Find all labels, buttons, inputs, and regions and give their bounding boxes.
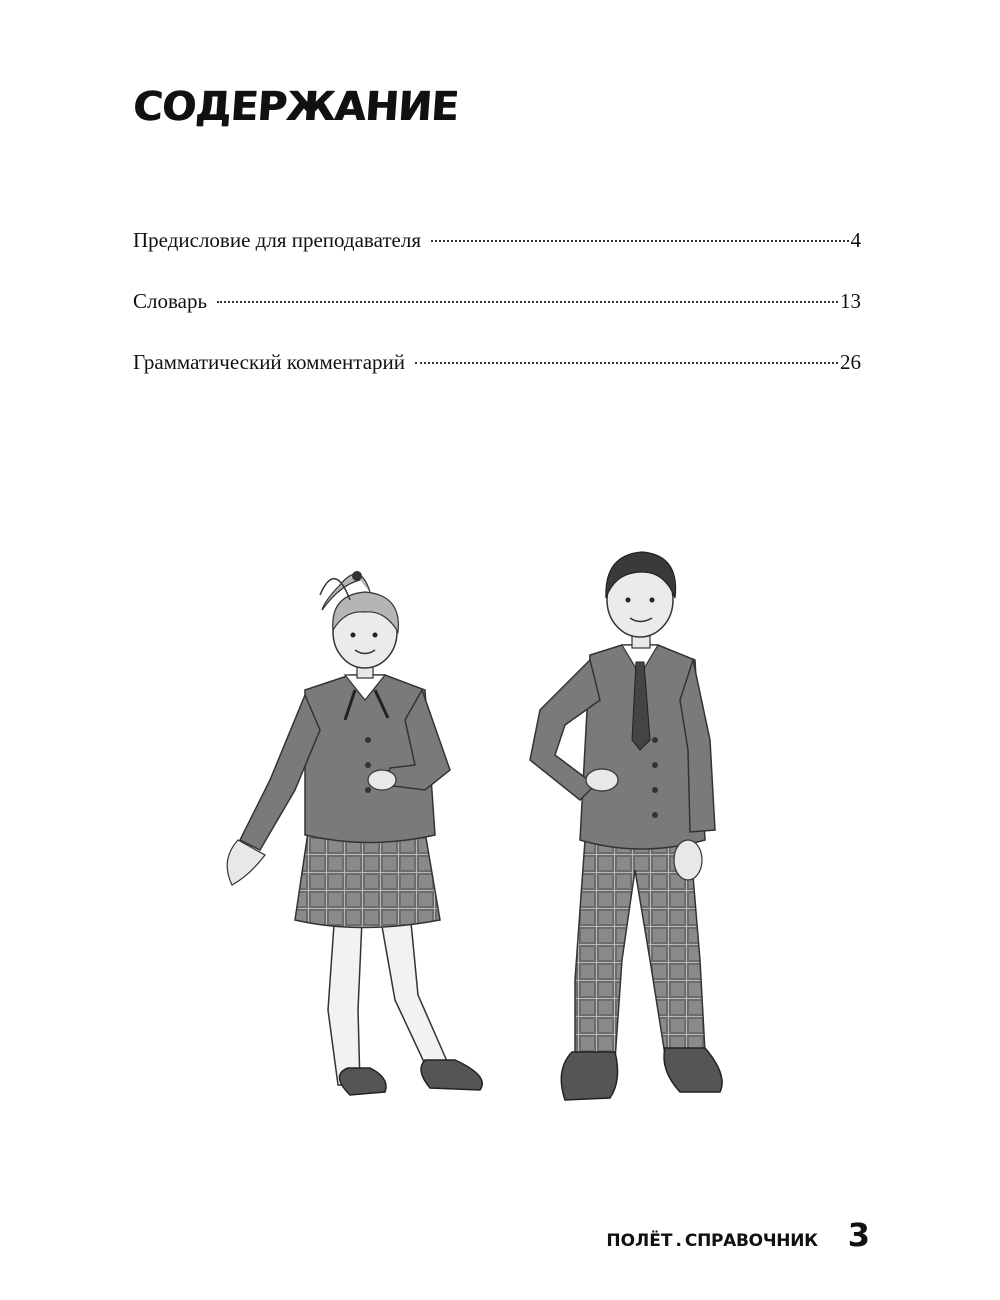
footer-section-name: СПРАВОЧНИК — [684, 1231, 818, 1251]
page-number: 3 — [847, 1216, 870, 1254]
boy-figure — [530, 552, 722, 1100]
footer-brand: ПОЛЁТ — [606, 1231, 673, 1251]
page-footer — [606, 1216, 870, 1254]
toc-leader-dots — [415, 362, 838, 364]
girl-figure — [227, 571, 482, 1095]
table-of-contents — [133, 228, 861, 411]
toc-entry-page: 26 — [840, 350, 861, 374]
toc-entry[interactable] — [133, 289, 861, 350]
toc-entry-label: Словарь — [133, 289, 208, 313]
toc-entry-label: Грамматический комментарий — [133, 350, 406, 374]
toc-leader-dots — [217, 301, 838, 303]
schoolchildren-illustration — [210, 540, 770, 1120]
toc-leader-dots — [431, 240, 849, 242]
toc-entry[interactable] — [133, 350, 861, 411]
toc-entry-page: 13 — [840, 289, 861, 313]
footer-separator: . — [675, 1231, 682, 1251]
toc-entry-label: Предисловие для преподавателя — [133, 228, 421, 252]
toc-entry-page: 4 — [850, 228, 861, 252]
page-title: СОДЕРЖАНИЕ — [131, 84, 460, 130]
toc-entry[interactable] — [133, 228, 861, 289]
